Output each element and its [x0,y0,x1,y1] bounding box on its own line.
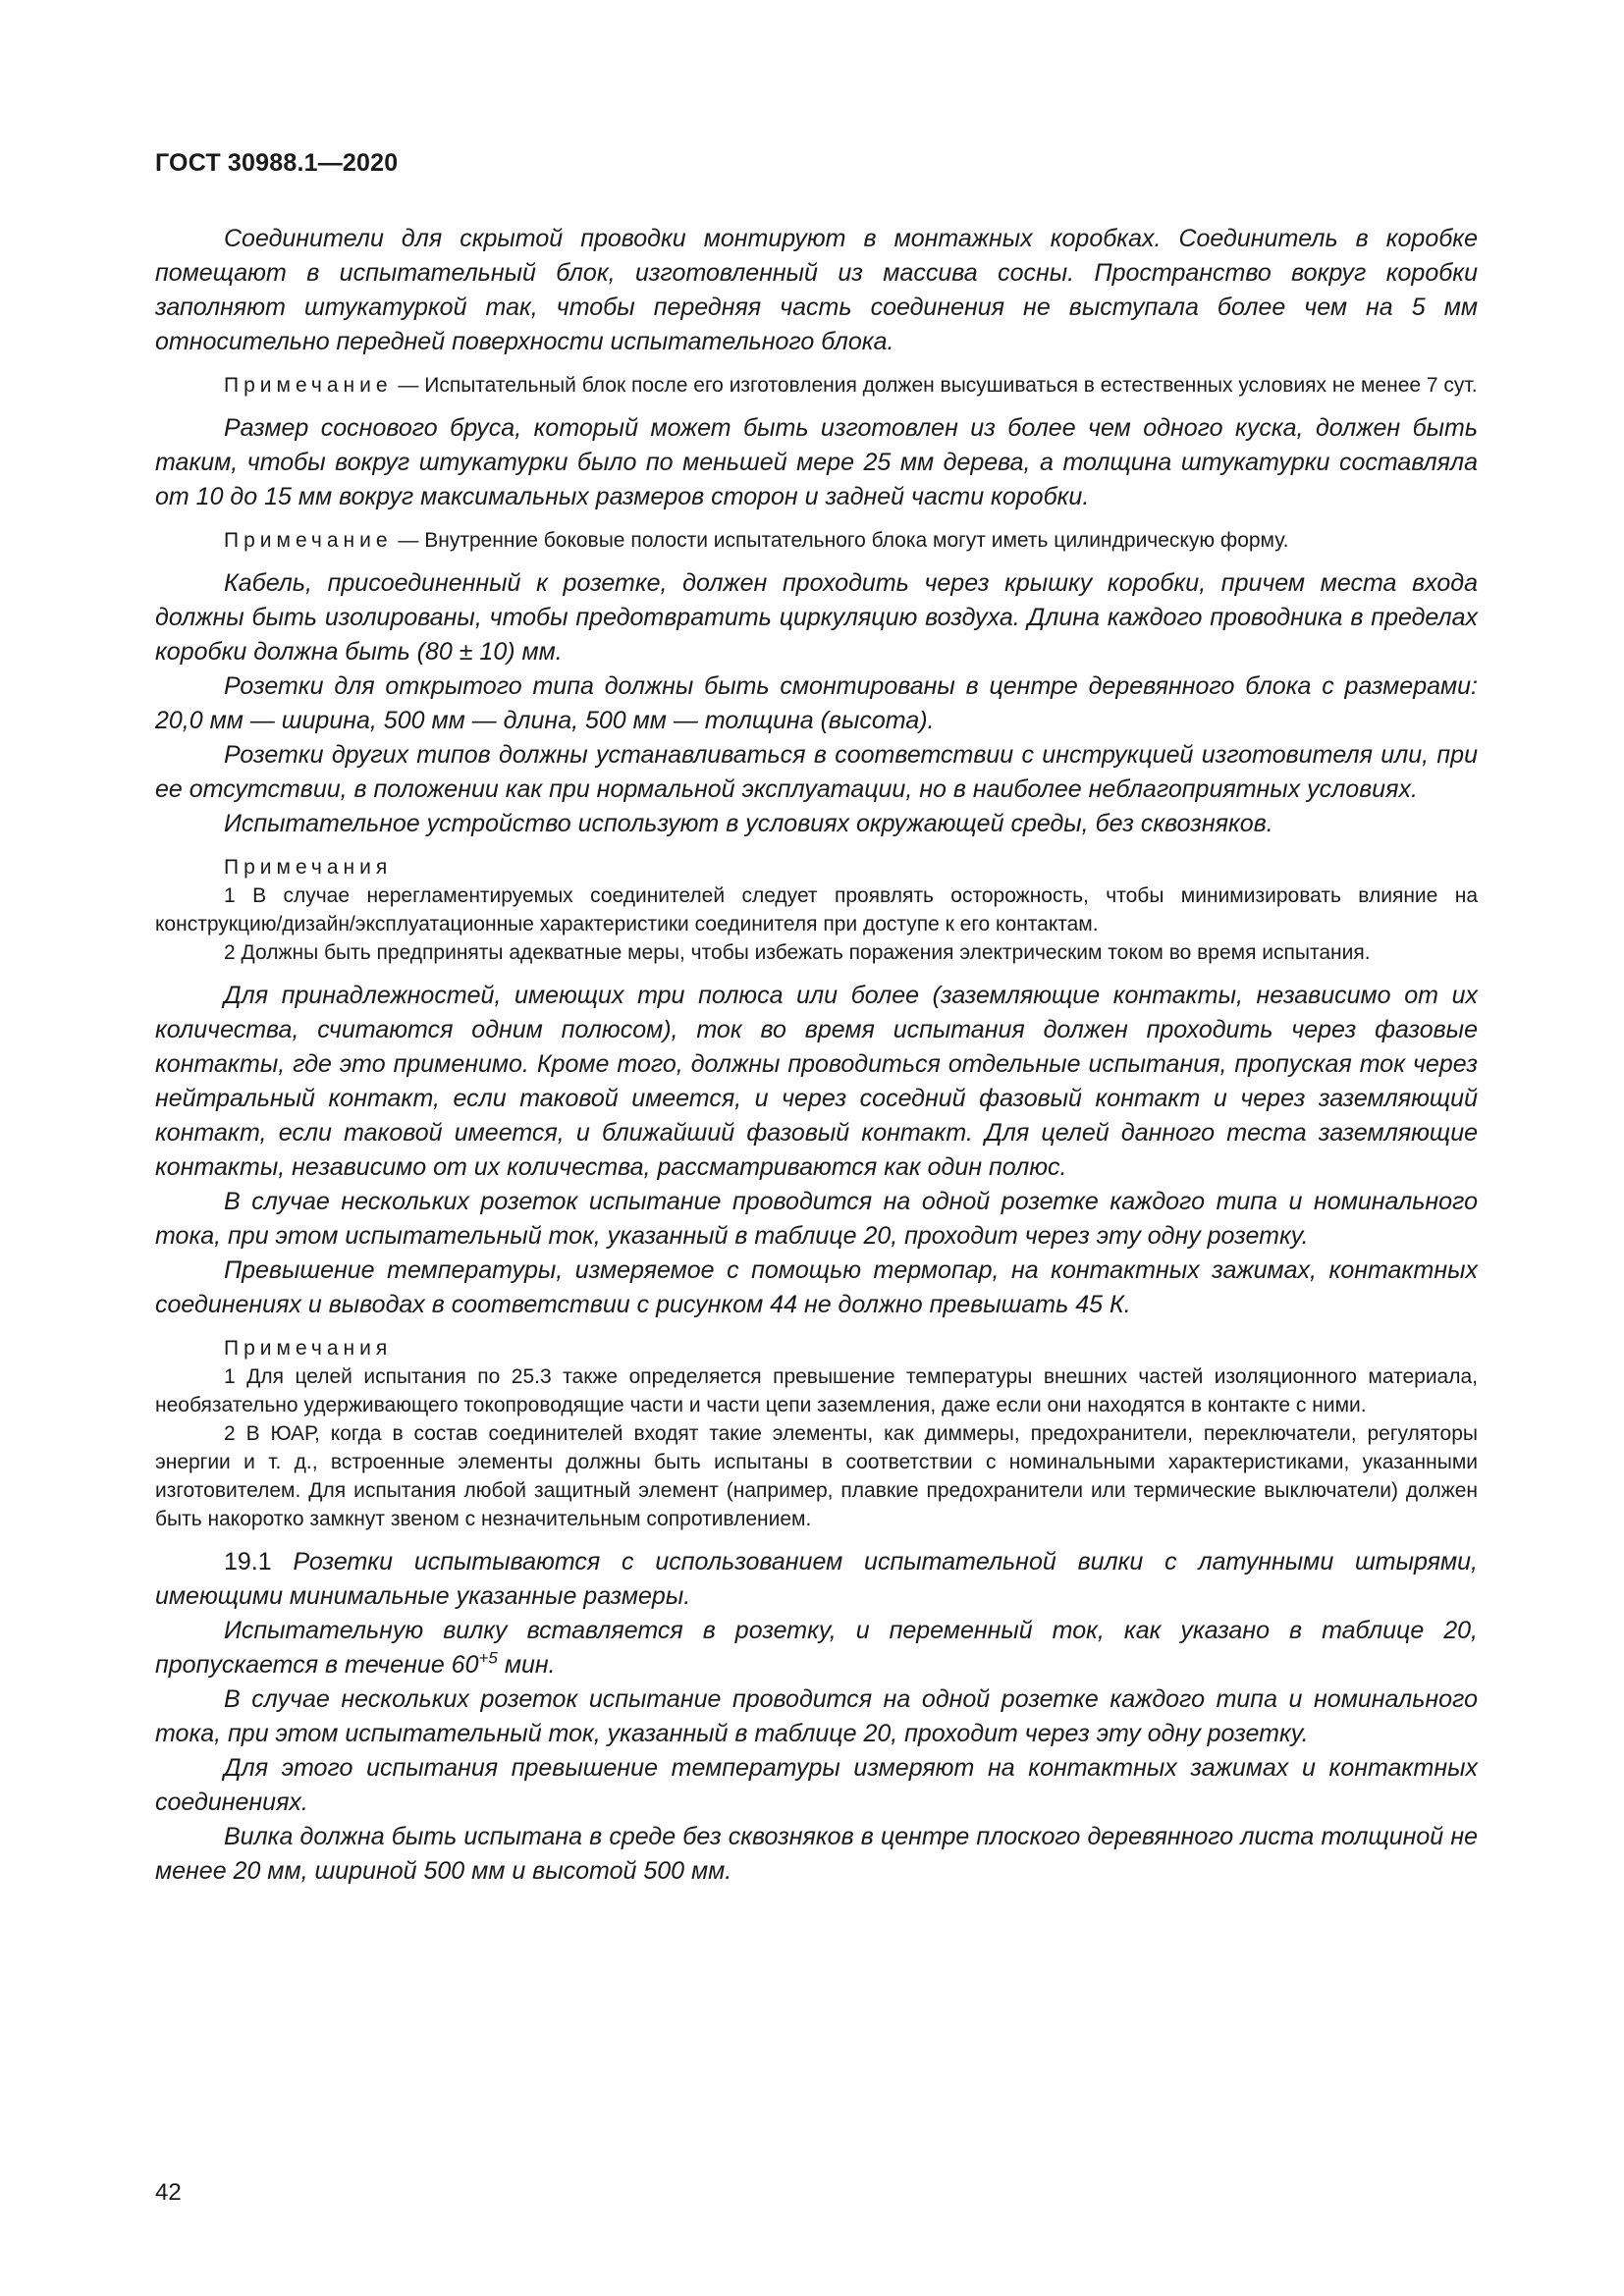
paragraph-text: Испытательную вилку вставляется в розетку, и переменный ток, как указано в таблице 20, пропускается в течение 60 [155,1617,1478,1679]
paragraph: Для этого испытания превышение температуры измеряют на контактных зажимах и контактных соединениях. [155,1754,1478,1816]
paragraph: Превышение температуры, измеряемое с помощью термопар, на контактных зажимах, контактных соединениях и выводах в соответствии с рисунком 44 не должно превышать 45 К. [155,1256,1478,1318]
duration-tolerance: +5 [478,1648,498,1668]
note-item: 1 В случае нерегламентируемых соединителей следует проявлять осторожность, чтобы минимизировать влияние на конструкцию/дизайн/эксплуатационные характеристики соединителя при доступе к его контактам. [155,884,1478,935]
paragraph: Испытательное устройство используют в условиях окружающей среды, без сквозняков. [224,810,1273,837]
note [155,371,1478,400]
note-item: 2 В ЮАР, когда в состав соединителей входят такие элементы, как диммеры, предохранители, переключатели, регуляторы энергии и т. д., встроенные элементы должны быть испытаны в соответствии с номинальными характеристиками, указанными изготовителем. Для испытания любой защитный элемент (например, плавкие предохранители или термические выключатели) должен быть накоротко замкнут звеном с незначительным сопротивлением. [155,1422,1478,1530]
paragraph-text-end: мин. [497,1651,556,1679]
note-label: Примечание [224,374,393,397]
note [155,526,1478,555]
clause-19-1 [155,1545,1478,1614]
page-number: 42 [155,2179,182,2206]
paragraph: Размер соснового бруса, который может быть изготовлен из более чем одного куска, должен быть таким, чтобы вокруг штукатурки было по меньшей мере 25 мм дерева, а толщина штукатурки составляла от 10 до 15 мм вокруг максимальных размеров сторон и задней части коробки. [155,414,1478,510]
paragraph: Вилка должна быть испытана в среде без сквозняков в центре плоского деревянного листа толщиной не менее 20 мм, шириной 500 мм и высотой 500 мм. [155,1823,1478,1885]
clause-text: Розетки испытываются с использованием испытательной вилки с латунными штырями, имеющими минимальные указанные размеры. [155,1548,1478,1610]
paragraph: Розетки для открытого типа должны быть смонтированы в центре деревянного блока с размерами: 20,0 мм — ширина, 500 мм — длина, 500 мм — толщина (высота). [155,672,1478,734]
note-label: Примечание [224,529,393,552]
document-header: ГОСТ 30988.1—2020 [155,149,399,177]
paragraph: Для принадлежностей, имеющих три полюса или более (заземляющие контакты, независимо от их количества, считаются одним полюсом), ток во время испытания должен проходить через фазовые контакты, где это применимо. Кроме того, должны проводиться отдельные испытания, пропуская ток через нейтральный контакт, если таковой имеется, и через соседний фазовый контакт и через заземляющий контакт, если таковой имеется, и ближайший фазовый контакт. Для целей данного теста заземляющие контакты, независимо от их количества, рассматриваются как один полюс. [155,982,1478,1181]
note-text: — Внутренние боковые полости испытательного блока могут иметь цилиндрическую форму. [392,529,1289,552]
paragraph: В случае нескольких розеток испытание проводится на одной розетке каждого типа и номинального тока, при этом испытательный ток, указанный в таблице 20, проходит через эту одну розетку. [155,1685,1478,1747]
note-text: — Испытательный блок после его изготовления должен высушиваться в естественных условиях не менее 7 сут. [392,374,1478,397]
paragraph: В случае нескольких розеток испытание проводится на одной розетке каждого типа и номинального тока, при этом испытательный ток, указанный в таблице 20, проходит через эту одну розетку. [155,1188,1478,1250]
paragraph [155,1614,1478,1682]
clause-number: 19.1 [224,1548,294,1575]
notes-heading: Примечания [224,856,393,879]
note-item: 1 Для целей испытания по 25.3 также определяется превышение температуры внешних частей изоляционного материала, необязательно удерживающего токопроводящие части и части цепи заземления, даже если они находятся в контакте с ними. [155,1365,1478,1416]
paragraph: Соединители для скрытой проводки монтируют в монтажных коробках. Соединитель в коробке помещают в испытательный блок, изготовленный из массива сосны. Пространство вокруг коробки заполняют штукатуркой так, чтобы передняя часть соединения не выступала более чем на 5 мм относительно передней поверхности испытательного блока. [155,225,1478,355]
paragraph: Кабель, присоединенный к розетке, должен проходить через крышку коробки, причем места входа должны быть изолированы, чтобы предотвратить циркуляцию воздуха. Длина каждого проводника в пределах коробки должна быть (80 ± 10) мм. [155,569,1478,666]
note-item: 2 Должны быть предприняты адекватные меры, чтобы избежать поражения электрическим током во время испытания. [224,941,1371,964]
body-text [155,222,1478,1889]
notes-heading: Примечания [224,1337,393,1360]
paragraph: Розетки других типов должны устанавливаться в соответствии с инструкцией изготовителя или, при ее отсутствии, в положении как при нормальной эксплуатации, но в наиболее неблагоприятных условиях. [155,741,1478,803]
